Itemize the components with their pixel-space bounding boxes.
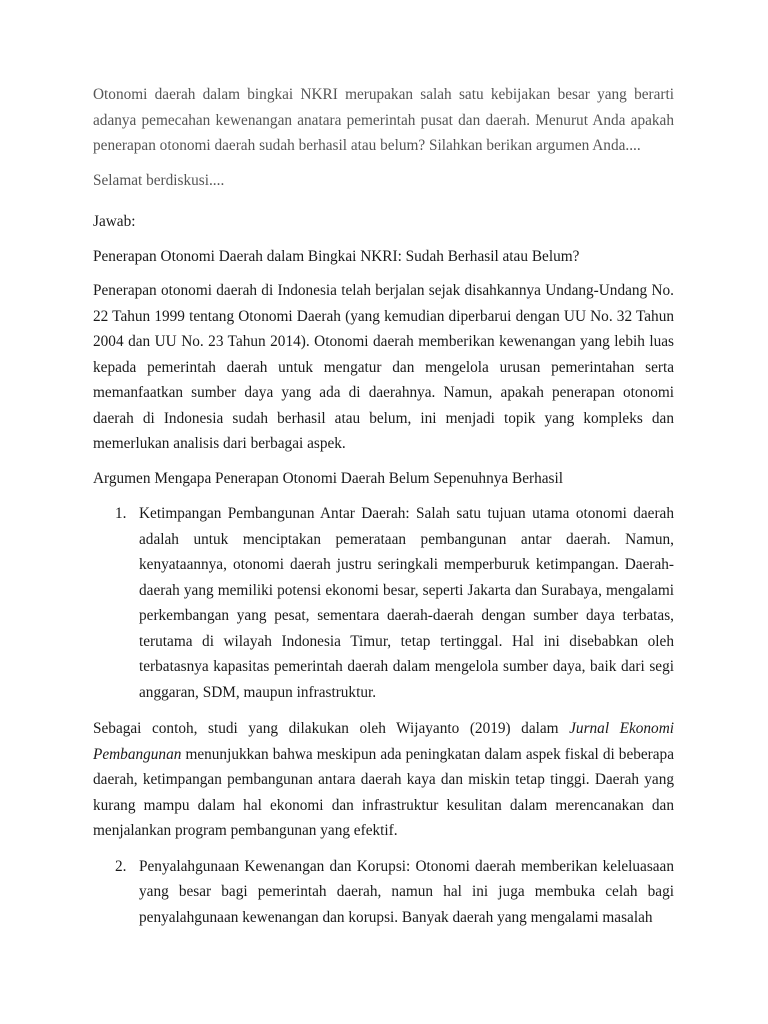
argument-list-continued [93, 854, 674, 931]
document-page [93, 82, 674, 930]
example-paragraph [93, 716, 674, 844]
list-item [93, 501, 674, 705]
list-item-number: 1. [115, 505, 127, 522]
example-text-before: Sebagai contoh, studi yang dilakukan oleh Wijayanto (2019) dalam [93, 720, 570, 737]
intro-paragraph: Penerapan otonomi daerah di Indonesia telah berjalan sejak disahkannya Undang-Undang No. 22 Tahun 1999 tentang Otonomi Daerah (yang kemudian diperbarui dengan UU No. 32 Tahun 2004 dan UU No. 23 Tahun 2014). Otonomi daerah memberikan kewenangan yang lebih luas kepada pemerintah daerah untuk mengatur dan mengelola urusan pemerintahan serta memanfaatkan sumber daya yang ada di daerahnya. Namun, apakah penerapan otonomi daerah di Indonesia sudah berhasil atau belum, ini menjadi topik yang kompleks dan memerlukan analisis dari berbagai aspek. [93, 282, 674, 452]
greeting-text: Selamat berdiskusi.... [93, 171, 225, 189]
list-item [93, 854, 674, 931]
discussion-question: Otonomi daerah dalam bingkai NKRI merupakan salah satu kebijakan besar yang berarti adanya pemecahan kewenangan anatara pemerintah pusat dan daerah. Menurut Anda apakah penerapan otonomi daerah sudah berhasil atau belum? Silahkan berikan argumen Anda.... [93, 86, 674, 154]
answer-label: Jawab: [93, 213, 136, 230]
answer-title: Penerapan Otonomi Daerah dalam Bingkai NKRI: Sudah Berhasil atau Belum? [93, 247, 580, 265]
list-item-text: Ketimpangan Pembangunan Antar Daerah: Salah satu tujuan utama otonomi daerah adalah untuk menciptakan pemerataan pembangunan antar daerah. Namun, kenyataannya, otonomi daerah justru seringkali memperburuk ketimpangan. Daerah-daerah yang memiliki potensi ekonomi besar, seperti Jakarta dan Surabaya, mengalami perkembangan yang pesat, sementara daerah-daerah dengan sumber daya terbatas, terutama di wilayah Indonesia Timur, tetap tertinggal. Hal ini disebabkan oleh terbatasnya kapasitas pemerintah daerah dalam mengelola sumber daya, baik dari segi anggaran, SDM, maupun infrastruktur. [139, 505, 674, 701]
journal-title: Jurnal Ekonomi Pembangunan [93, 720, 675, 763]
section-heading: Argumen Mengapa Penerapan Otonomi Daerah Belum Sepenuhnya Berhasil [93, 469, 563, 487]
list-item-number: 2. [115, 857, 127, 875]
argument-list [93, 501, 674, 705]
list-item-text: Penyalahgunaan Kewenangan dan Korupsi: Otonomi daerah memberikan keleluasaan yang besar bagi pemerintah daerah, namun hal ini juga membuka celah bagi penyalahgunaan kewenangan dan korupsi. Banyak daerah yang mengalami masalah [139, 857, 674, 926]
example-text-after: menunjukkan bahwa meskipun ada peningkatan dalam aspek fiskal di beberapa daerah, ketimpangan pembangunan antara daerah kaya dan miskin tetap tinggi. Daerah yang kurang mampu dalam hal ekonomi dan infrastruktur kesulitan dalam merencanakan dan menjalankan program pembangunan yang efektif. [93, 745, 674, 839]
